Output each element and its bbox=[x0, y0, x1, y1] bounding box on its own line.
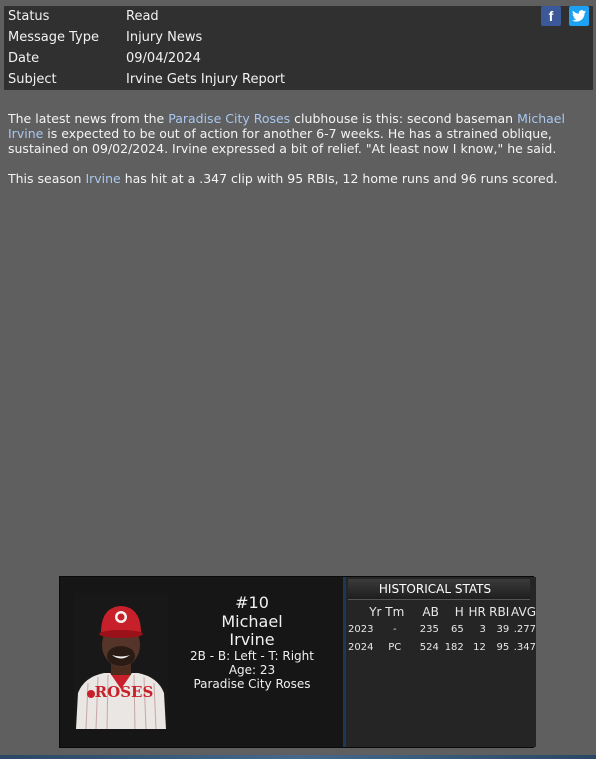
meta-label: Date bbox=[8, 51, 40, 66]
stats-cell: 65 bbox=[451, 623, 464, 635]
stats-cell: 39 bbox=[496, 623, 510, 635]
stats-col-hr: HR bbox=[468, 604, 486, 619]
player-number: #10 bbox=[235, 593, 269, 612]
stats-cell: .347 bbox=[513, 641, 536, 653]
table-row bbox=[346, 638, 536, 656]
player-info bbox=[180, 593, 324, 691]
player-card bbox=[59, 576, 534, 748]
meta-label: Message Type bbox=[8, 30, 99, 45]
twitter-share-button[interactable] bbox=[569, 6, 589, 26]
stats-col-h: H bbox=[454, 604, 464, 619]
article-body bbox=[8, 111, 580, 201]
table-row bbox=[346, 620, 536, 638]
meta-label: Subject bbox=[8, 72, 57, 87]
meta-row-subject bbox=[8, 69, 528, 90]
player-link[interactable]: Irvine bbox=[85, 171, 121, 186]
stats-col-yr: Yr bbox=[369, 604, 382, 619]
bottom-status-bar bbox=[0, 755, 596, 759]
article-text: is expected to be out of action for another 6-7 weeks. He has a strained oblique, sustained on 09/02/2024. Irvine expressed a bit of relief. "At least now I know," he said. bbox=[8, 126, 557, 156]
meta-value: Irvine Gets Injury Report bbox=[126, 72, 286, 87]
historical-stats-panel bbox=[343, 577, 536, 747]
player-first-name: Michael bbox=[221, 612, 283, 631]
stats-cell: PC bbox=[388, 641, 402, 653]
meta-row-date bbox=[8, 48, 528, 69]
facebook-share-button[interactable] bbox=[541, 6, 561, 26]
player-photo[interactable] bbox=[74, 593, 168, 729]
historical-stats-header bbox=[348, 579, 530, 600]
meta-value: 09/04/2024 bbox=[126, 51, 201, 66]
stats-cell: 12 bbox=[473, 641, 486, 653]
player-portrait bbox=[74, 593, 168, 729]
facebook-icon: f bbox=[548, 8, 554, 24]
stats-cell: 2024 bbox=[348, 641, 374, 653]
meta-row-message-type bbox=[8, 27, 528, 48]
stats-col-tm: Tm bbox=[385, 604, 405, 619]
historical-stats-title: HISTORICAL STATS bbox=[378, 582, 492, 596]
article-text: has hit at a .347 clip with 95 RBIs, 12 home runs and 96 runs scored. bbox=[120, 171, 558, 186]
stats-cell: .277 bbox=[513, 623, 536, 635]
stats-table bbox=[346, 603, 536, 656]
stats-cell: 95 bbox=[496, 641, 510, 653]
player-age: Age: 23 bbox=[228, 663, 276, 677]
player-team: Paradise City Roses bbox=[193, 677, 311, 691]
jersey-lettering: ROSES bbox=[94, 683, 154, 701]
stats-cell: - bbox=[392, 623, 397, 635]
meta-value: Read bbox=[126, 9, 159, 24]
article-text: clubhouse is this: second baseman bbox=[290, 111, 518, 126]
meta-row-status bbox=[8, 6, 528, 27]
player-last-name: Irvine bbox=[229, 630, 275, 649]
stats-cell: 2023 bbox=[348, 623, 374, 635]
stats-col-ab: AB bbox=[422, 604, 439, 619]
meta-value: Injury News bbox=[126, 30, 203, 45]
player-position: 2B - B: Left - T: Right bbox=[190, 649, 314, 663]
article-text: This season bbox=[8, 171, 86, 186]
article-paragraph bbox=[8, 111, 580, 156]
stats-cell: 3 bbox=[479, 623, 486, 635]
stats-cell: 235 bbox=[419, 623, 439, 635]
team-link[interactable]: Paradise City Roses bbox=[168, 111, 291, 126]
stats-col-rbi: RBI bbox=[489, 604, 510, 619]
stats-cell: 182 bbox=[444, 641, 464, 653]
message-header-panel bbox=[4, 6, 593, 90]
twitter-icon bbox=[572, 10, 586, 22]
article-paragraph bbox=[8, 171, 580, 186]
meta-label: Status bbox=[8, 9, 50, 24]
player-link[interactable]: Michael Irvine bbox=[8, 111, 565, 141]
stats-cell: 524 bbox=[419, 641, 439, 653]
article-text: The latest news from the bbox=[8, 111, 169, 126]
stats-header-row bbox=[346, 603, 536, 620]
stats-col-avg: AVG bbox=[511, 604, 536, 619]
